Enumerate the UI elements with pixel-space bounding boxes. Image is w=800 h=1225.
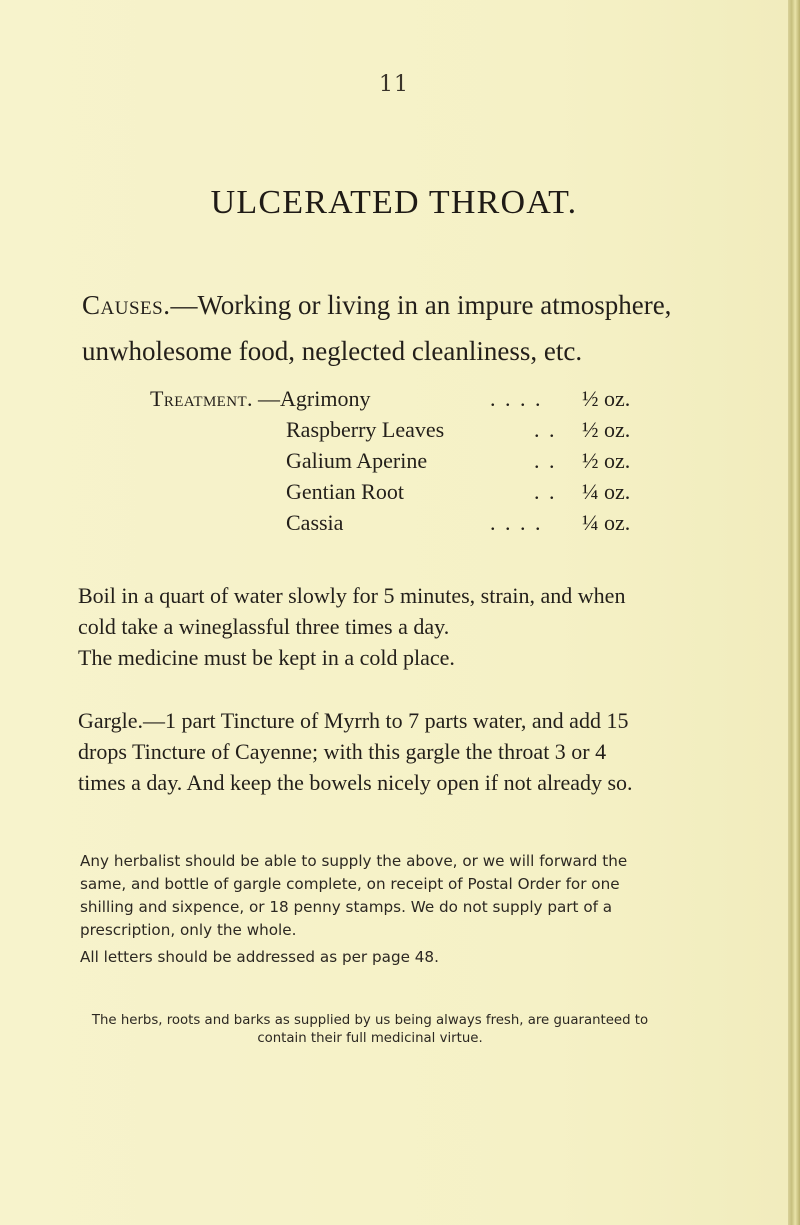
ingredient-quantity: ¼ oz. [582,479,631,504]
gargle-lead: Gargle. [78,708,143,733]
treatment-row [150,417,631,448]
page-number: 11 [379,72,409,97]
treatment-row [150,479,631,510]
leader-dots: . . [534,448,557,473]
ingredient-quantity: ½ oz. [582,448,631,473]
ingredient-name: Cassia [286,510,344,535]
page-edge [788,0,800,1225]
treatment-row [150,510,631,541]
ingredient-quantity: ½ oz. [582,417,631,442]
ingredient-name: —Agrimony [258,386,371,411]
supply-note: Any herbalist should be able to supply the above, or we will forward the same, and bottle of gargle complete, on receipt of Postal Order for one shilling and sixpence, or 18 penny stamps. We do not supply part of a prescription, only the whole. [80,852,628,939]
ingredient-name: Gentian Root [286,479,404,504]
ingredient-name: Galium Aperine [286,448,428,473]
boil-instructions: Boil in a quart of water slowly for 5 minutes, strain, and when cold take a wineglassful three times a day. [78,583,626,639]
ingredient-name: Raspberry Leaves [286,417,445,442]
treatment-list [150,386,631,541]
storage-note: The medicine must be kept in a cold place. [78,645,455,670]
causes-paragraph [82,282,682,374]
causes-text: —Working or living in an impure atmosphere, unwholesome food, neglected cleanliness, etc. [82,290,672,366]
treatment-row [150,448,631,479]
leader-dots: . . [534,417,557,442]
leader-dots: . . . . [490,510,543,535]
treatment-lead: Treatment. [150,386,253,411]
herbs-guarantee-note: The herbs, roots and barks as supplied by us being always fresh, are guaranteed to contain their full medicinal virtue. [91,1013,649,1046]
letters-note: All letters should be addressed as per page 48. [80,948,439,966]
gargle-paragraph [78,705,658,798]
page-title: ULCERATED THROAT. [210,184,578,221]
causes-lead: Causes. [82,290,171,320]
treatment-row [150,386,631,417]
leader-dots: . . [534,479,557,504]
gargle-text: —1 part Tincture of Myrrh to 7 parts water, and add 15 drops Tincture of Cayenne; with this gargle the throat 3 or 4 times a day. And keep the bowels nicely open if not already so. [78,708,633,795]
leader-dots: . . . . [490,386,543,411]
ingredient-quantity: ½ oz. [582,386,631,411]
ingredient-quantity: ¼ oz. [582,510,631,535]
